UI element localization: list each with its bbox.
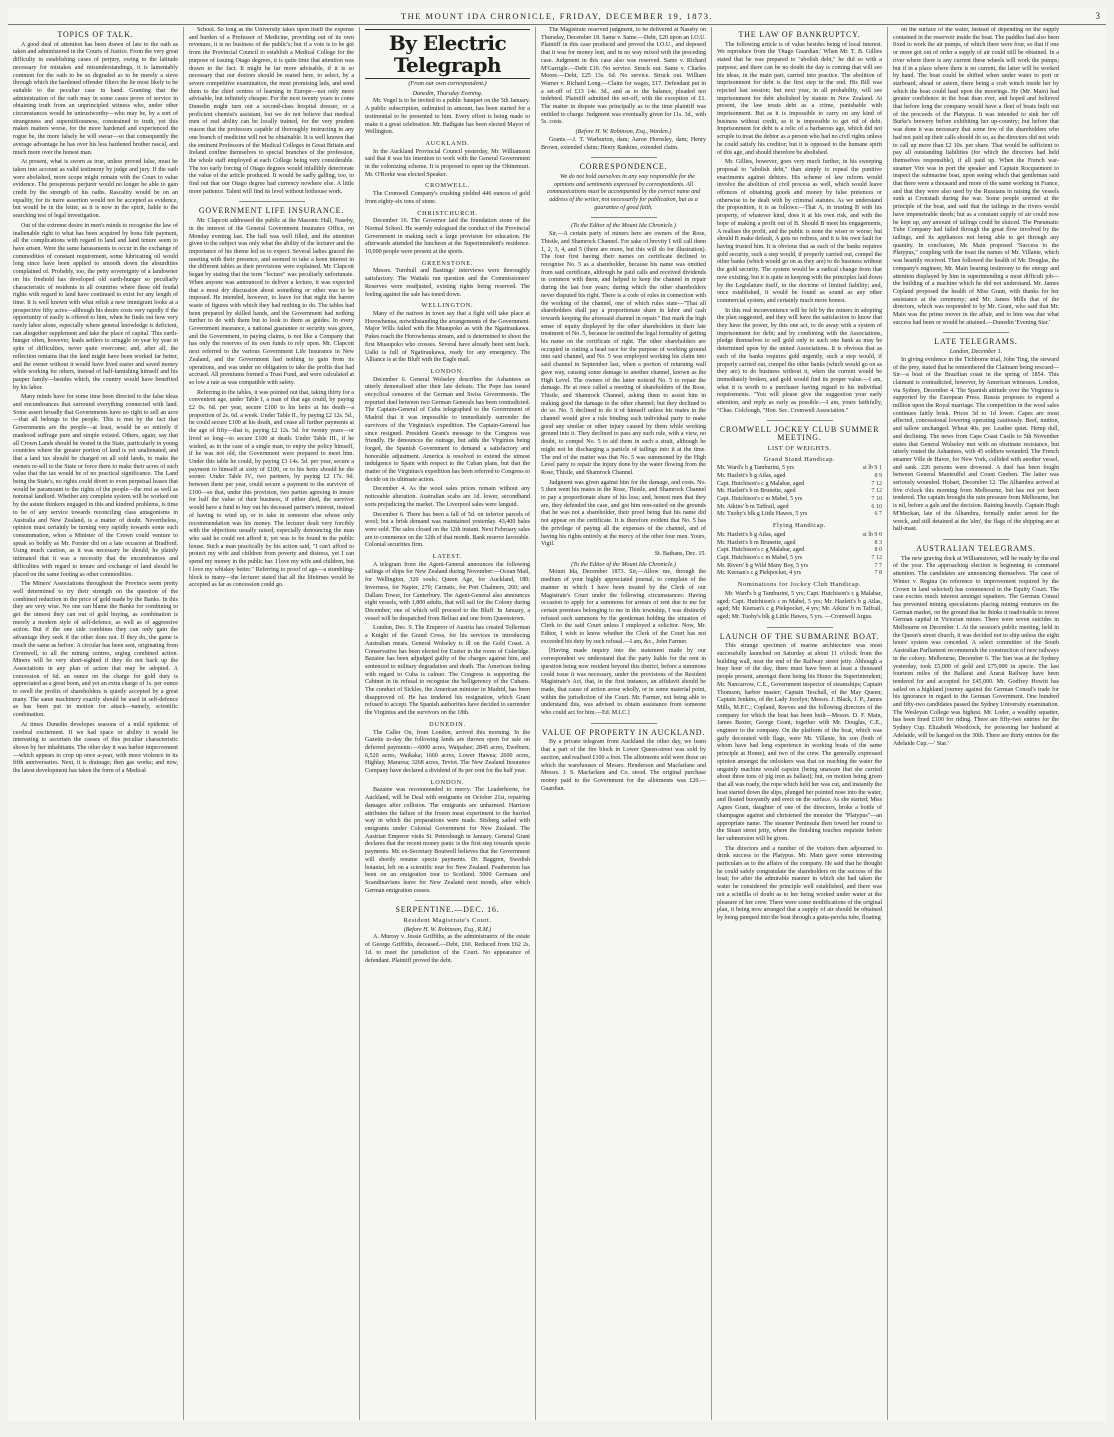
property-heading: VALUE OF PROPERTY IN AUCKLAND.: [541, 727, 706, 737]
paragraph: Mr. Clapcott addressed the public at the Masonic Hall, Naseby, in the interest of the General Government Insurance Office, on Monday evening last. The hall was well filled, and the attention given to the subject was only what the ability of the lecturer and the importance of his theme led us to expect. Several ladies graced the meeting with their presence, and seemed to take a keen interest in the different tables as their provisions were explained. Mr. Clapcott began by stating that the term "lecture" was peculiarly unfortunate. When anyone was announced to deliver a lecture, it was expected that a most dry discussion about something or other was to be imposed. He intended, however, to leave for that night the barren waste of figures with which they had nothing to do. The tables had been prepared by skilled hands, and the Government had nothing further to do with them but to look to them as guides. In every Government insurance, a national guarantee or security was given, and the Government, in paying claims, is not like a Company that has only the reserves of its own funds to rely upon. Mr. Clapcott next referred to the various Government Life Insurance in New Zealand, and the Government had nothing to gain from its operations, and was under no obligation to take the profits that had accrued. All premiums formed a Trust Fund, and were calculated at so low a rate as was compatible with safety.: [189, 218, 354, 386]
place-heading: WELLINGTON.: [421, 302, 474, 310]
paragraph: In giving evidence in the Tichborne trial, John Ting, the steward of the prey, stated that he remembered the Claimant being rescued—Sir—a boat of the Brazilian coast in the spring of 1854. This claimant is contradicted, however, by American witnesses. London, via Sydney, December 4. The Spanish attitude over the Virginius is supported by the European Press. Russia proposes to expend a million upon the Royal marriage. The competition in the wool sales continues fairly brisk. Prices 3d to 1d lower. Capes are most affected, concessional lowering operating cautiously. Beef, mutton, and tallow unchanged. Wheat 40s. per. Leather quiet. Hemp dull, and declining. The news from Cape Coast Castle to 5th November states that General Wolseley met with an obstinate resistance, but utterly routed the Ashantees, with 45 soldiers wounded. The French steamer Ville de Havre, for New York, collided with another vessel, and sank. 226 persons were drowned. A duel has been fought between General Manteuffel and Count Gneben. The latter was seriously wounded. Hobart, December 12. The Alhambra arrived at five o'clock this morning from Melbourne, but has not yet been tendered. The captain brought the rain pressure from Melbourne, but is nil, before a gale and the decision. Raining heavily. Captain Hugh M'Meckan, late of the Alhambra, formally under arrest for the wreck, and still detained at the 'alm', the flags of the shipping are at half-mast.: [893, 356, 1060, 533]
topics-of-talk-heading: TOPICS OF TALK.: [57, 30, 134, 39]
weights-subheading: LIST OF WEIGHTS.: [767, 444, 832, 452]
paragraph: Mr. Gillies, however, goes very much further, in his sweeping proposal to "abolish debt," than simply to repeal the punitive enactments against debtors. His scheme of law reform would involve the abolition of civil process as well, which would leave offences of obtaining goods and money by false pretences or otherwise to be dealt with by criminal statutes. As we understand the proposition, it is as follows:—That A, in trusting B with his property, of whatever kind, does it at his own risk, and with the hope of making a profit out of B. Should B meet his engagements, A realises the profit, and the public is none the wiser or worse; but should B make default, A gets no redress, and it is his own fault for having trusted him. It is obvious that as each of the banks requires gold security, such a step would, if properly carried out, compel the other banks (which would go on as they are) to do business without the gold security. The system would be a radical change from that now existing; but it is quite in keeping with the principles laid down by the Legislature itself, in the doctrine of limited liability; and, once established, it would be found as sound as any other commercial system, and certainly much more honest.: [717, 159, 882, 304]
paragraph: This strange specimen of marine architecture was most successfully launched on Saturday at about 11 o'clock from the building wall, near the end of the Railway street jetty. Although a busy hour of the day, there must have been at least a thousand people present, amongst them being his Honor the Superintendent; Mr. Nancarrow, C.E., Government inspector of steamships; Captain Thomson, harbor master; Captain Teschall, of the May Queen; Captain Jenkins, of the Lady Jocelyn; Messrs. J. Black, J. P., James Mills, M.P.C.; Copland, Reeves and the following directors of the company for which the boat has been built—Messrs. D. F. Main, James Baxter, George Grant, together with Mr. Douglas, C.E., engineer to the company. On the platform of the boat, which was gaily decorated with flags, were Mr. Villanie, his son (both of whom have had long experience in working boats of the same principle at Home), and two of the crew. The generally expressed opinion amongst the onlookers was that on reaching the water the ungainly machine would capsize (being unaware that she carried about three tons of pig iron as ballast); but, on motion being given that all was ready, the rope which held her was cut, and instantly the boat started down the slips, plunged her pointed nose into the water, and floated buoyantly and erect on the surface. As she started, Miss Agnes Grant, daughter of one of the directors, broke a bottle of champagne against and christened the monster the "Platypus"—an appropriate name. The steamer Peninsula then towed her round to the Stuart street jetty, where the finishing touches requisite before her submersion will be given.: [717, 643, 883, 842]
paragraph: At present, what is sworn as true, unless proved false, must be taken into account as valid testimony by judge and jury. If the oath were abolished, more scope might remain with the Court to value evidence. The prosperous perjurer would no longer be able to gain credit by the strength of his oaths. Rascality would be on an equality, for its mere assertion would not be accepted as evidence, but would be in the letter, as it is now in the spirit, liable to the searching test of legal investigation.: [13, 159, 178, 220]
paragraph: The directors and a number of the visitors then adjourned to drink success to the Platypus. Mr. Main gave some interesting particulars as to the affairs of the company. He said that he thought he could safely congratulate the shareholders on the success of the boat; for after the admirable manner in which she had taken the water he considered the principle well established, and there was not a scintilla of doubt as to her being worked under water at the pleasure of her crew. There were some modifications of the original plan, it being now arranged that a supply of air should be obtained by being pumped into the boat through a gutta-percha tube, floating: [717, 845, 882, 921]
list-item: Mr. Hazlett's b m Brunette, aged 7 12: [717, 488, 882, 495]
serpentine-heading: SERPENTINE.—DEC. 16.: [395, 905, 500, 915]
paragraph: The Miners' Associations throughout the Province seem pretty well determined to try their strength on the question of the combined reduction in the price of gold made by the Banks. In this they are very wise. No one can blame the Banks for combining to get the utmost they can out of gold buying, as combination is merely a modern style of self-defence, as well as of aggressive action. But if the one side combines they can only gain the advantage they seek if the other does not. If they do, the game is much the same as before. A circular has been sent, originating from Cromwell, to all the mining centres, urging combined action. Miners will be very short-sighted if they do not back up the Associations in any plan of action that may be adopted. A concession of 6d. an ounce on the charge for gold duty is appreciated as a great boon, and yet an extra charge of 1s. per ounce to swell the profits of shareholders is quietly accepted by a great many. The same machinery exactly should be used in self-defence as has been put in motion for attack—namely, scientific combination.: [13, 581, 178, 719]
paragraph: The Caller Ou, from London, arrived this morning. In the Gazette to-day the following lands are thrown open for sale on deferred payments:—6000 acres, Waipahee; 2845 acres, Eweburn; 6,520 acres, Waikaka; 1660 acres, Lower Hawea; 2600 acres, Highlay, Mararoa; 3268 acres, Teviot. The New Zealand Insurance Company have declared a dividend of 8s per cent for the half year.: [365, 729, 530, 775]
race-name: Grand Stand Handicap.: [763, 455, 836, 463]
paragraph: Referring to the tables, it was pointed out that, taking thirty for a convenient age, under Table I, a man of that age could, by paying £2 0s. 6d. per year, secure £100 to his heirs at his death—a proportion of 2s. 6d. a week. Under Table II., by paying £2 12s. 5d., he could secure £100 at his death, and cease all further payments at the age of fifty—that is, paying £2 12s. 5d. for twenty years—or lived so long—to secure £100 at death. Under Table III., if he wished, as in the case of a single man, to enjoy the policy himself, if he was not old, the Government were prepared to meet him. Under this table he could, by paying £3 14s. 5d. per year, secure a payment to himself at sixty of £100, or to his heirs should he die sooner. Under Table IV., two partners, by paying £2 17s. 9d. between them per year, could secure a payment to the survivor of £100—so that, under this provision, two parties agreeing to insure for half the value of their business, if either died, the survivor would have a fund to buy out his deceased partner's interest, instead of having to wind up, or to take in someone else whose only recommendation was his money. The lecturer dealt very forcibly with the objections usually raised, especially denouncing the man who said he could not afford it, yet was to be found in the public house. Such a man practically by his action said, "I can't afford to protect my wife and children from poverty and distress, yet I can spend my money in the public bar. I love my wife and children, but I love my whiskey better." Referring to proof of age—a stumbling-block to many—the lecturer stated that all the lifetimes would be accepted as far as concession could go.: [189, 389, 354, 589]
list-item: Mr. Keenan's c g Piekpocket, 4 yrs 7 8: [717, 570, 882, 577]
paragraph: December 6. There has been a fall of 5d. on inferior parcels of wool; but a brisk demand was maintained yesterday. 43,400 bales were sold. The sales closed on the 12th instant. Next February sales are to commence on the 12th of that month. Bank reserve favorable. Colonial securities firm.: [365, 511, 530, 549]
paragraph: A. Murray v. Jessie Griffiths, as the administratrix of the estate of George Griffiths, deceased.—Debt, £60. Reduced from £62 2s. 1d. to meet the jurisdiction of the Court. No appearance of defendant. Plaintiff proved the debt.: [365, 934, 530, 964]
list-item: Capt. Hutchison's c g Malabar, aged 8 0: [717, 547, 882, 554]
list-item: Mr. Tuohy's blk g Little Hawes, 5 yrs 6 7: [717, 511, 882, 518]
late-telegrams-heading: LATE TELEGRAMS.: [934, 337, 1018, 347]
jockey-club-heading: CROMWELL JOCKEY CLUB SUMMER MEETING.: [719, 425, 880, 443]
paragraph: In this real inconvenience will be felt by the miners in adopting the plan suggested, and they will have the satisfaction to know that they have the power, by this one act, to do away with a system of imprisonment for debt; and by combining with the Associations, pledge themselves to sell gold only to such one bank as may be determined upon by the united Associations. It is obvious that as each of the banks requires gold urgently, such a step would, if properly carried out, compel the other banks (which would go on as they are) to do business without it, when the current would be immediately broken, and gold would find its proper value.—I am, what it is worth to a purchaser having regard to his individual requirements. "You will please give the suggestion your early attention, and reply as early as possible.—I am, yours faithfully, "Chas. Colclough, "Hon. Sec. Cromwell Association.": [717, 307, 882, 414]
column-6: [888, 27, 1064, 1420]
column-5: [712, 27, 888, 1420]
paragraph: Out of the extreme desire in men's minds to recognise the law of inalienable right to what has been acquired by bona fide payment, all the complications with regard to land and land tenure seem to have arisen. Were the same harassments to occur in the exchange of commodities of constant requirement, some lubricating oil would long since have been applied to smooth down the absurdities complained of. Probably, too, the petty sovereignty of a landowner on his freehold has developed old earth-hunger so peculiarly characteristic of residents in all countries where these old feudal rights with regard to land have continued to exist for any length of time. It is well known with what relish a new immigrant looks at a prospective fifty acres—although his desire costs very rapidly if the opportunity of easily is offered to him, when he finds out how very rarely labor alone, especially where general knowledge is deficient, can altogether supplement and take the place of capital. This earth-hunger often, however, leads settlers to struggle on year by year in spite of difficulties, never quite overcome; and, after all, the reflection remains that the land might have been worked far better, and the owner without it would have lived easier and saved money while working for others, instead of half-famishing himself and his pauper family—besides which, the country would have benefited by his labor.: [13, 222, 178, 391]
letter-signoff: St. Bathans, Dec. 15.: [654, 551, 706, 557]
wardens-court: (Before H. W. Robinson, Esq., Warden.): [575, 129, 672, 136]
column-2: [184, 27, 360, 1420]
divider: [415, 900, 481, 901]
australian-telegrams-heading: AUSTRALIAN TELEGRAMS.: [916, 544, 1036, 553]
divider: [591, 723, 657, 724]
newspaper-page: [8, 8, 1106, 1421]
divider: [591, 217, 657, 218]
place-heading: LATEST.: [432, 553, 463, 561]
race-name: Nominations for Jockey Club Handicap.: [737, 581, 862, 589]
list-item: Mr. Hazlett's b g Atlas, aged 8 9: [717, 472, 882, 479]
divider: [943, 539, 1009, 540]
divider: [591, 157, 657, 158]
submarine-heading: LAUNCH OF THE SUBMARINE BOAT.: [719, 631, 880, 641]
editorial-note: We do not hold ourselves in any way responsible for the opinions and sentiments expressed by correspondents. All communications must be accompanied by the correct name and address of the writer, not necessarily for publication, but as a guarantee of good faith.: [546, 173, 701, 211]
telegraph-heading: By Electric Telegraph: [365, 29, 530, 79]
paragraph: The following article is of value besides being of local interest. We reproduce from the 'Otago Guardian.' When Mr. T. B. Gillies stated that he was prepared to "abolish debt," he did so with a purpose; and there can be no doubt the day is coming that will see his ideas, in the main part, carried into practice. The abolition of imprisonment for debt is the first step in the end. His Bill was rejected last session; but next year, in all probability, will see imprisonment for debt abolished by statute in New Zealand. At present, the law treats debt as a crime, punishable with imprisonment. But as it is impossible to carry on any kind of business without credit, so it is impossible to get rid of debt. Imprisonment for debt is a relic of a barbarous age, which did not scruple to treat the debtor as a person who had no civil rights unless he could satisfy his creditor; but it is opposed to the humane spirit of this age, and should therefore be abolished.: [717, 41, 882, 156]
correspondence-heading: CORRESPONDENCE.: [579, 162, 668, 172]
divider: [767, 627, 833, 628]
paragraph: Many of the natives in town say that a fight will take place at Horowhenua, notwithstanding the arrangements of the Government. Major Wills failed with the Muaupoko as with the Ngatiraukawa. Pukes reach the Horowhenua stream, and is determined to shoot the first Muaupoko who crosses. Several have already been sent back. Ualki is full of Ngatiraukawa, ready for any emergency. The Alliance is at the Bluff with the Eagle mail.: [365, 310, 530, 364]
paragraph: Sir,—A certain party of miners here are owners of the Rose, Thistle, and Shamrock Channel. For sake of brevity I will call them 1, 2, 3, 4, and 5 (there are more, but this will do for illustration). The four first having their names on certificate declined to recognise No. 5 as a shareholder, because his name was omitted from said certificate, although he paid calls and received dividends in common with them, and helped to keep the channel in repair during the last four years; during which the other shareholders never disputed his right. There is a code of rules in connection with the working of the channel, one of which rules state—"That all shareholders shall pay a proportionate share in labor and cash towards keeping the aforesaid channel in repair." But mark the high sense of equity displayed by the other shareholders in their late treatment of No. 5, because he omitted the legal formality of getting his name on the certificate of right. The other shareholders are occupied in cutting a head race for the purpose of working ground into said channel, and No. 5 was employed working his claim into said channel in September last, when a portion of returning wall gave way, causing some damage to another channel, known as the High Level. The owners of the latter noticed No. 5 to repair the damage. He at once called a meeting of shareholders of the Rose, Thistle, and Shamrock Channel, asking them to assist him in making good the damage to the other channel; but they declined to do so. No. 5 declined to do it of himself unless his mates in the channel would give a rule binding each individual party to make good any similar or other injury caused by them while working ground into it. They declined to pass any such rule, with a view, no doubt, to compel No. 5 to aid them in such a strait, although he might not be discharging a particle of tailings into it at the time. The end of the matter was that No. 5 was summoned by the High Level party to repair the injury done by the water flowing from the Rose, Thistle, and Shamrock Channel.: [541, 231, 706, 476]
bankruptcy-heading: THE LAW OF BANKRUPTCY.: [738, 30, 861, 39]
court-judge: (Before H. W. Robinson, Esq., R.M.): [403, 926, 492, 933]
column-4: [536, 27, 712, 1420]
dateline: Dunedin, Thursday Evening.: [412, 90, 483, 97]
paragraph: At times Dunedin developes seasons of a mild epidemic of cerebral excitement. If we had space or ability it would be interesting to ascertain the causes of this peculiar characteristic shown by her inhabitants. The other day it was harbor improvement—which appears to crop up once a-year, with more violence in its fifth anniversaries. Next, it is drainage; then gas works; and now, the latest development has taken the form of a Medical: [13, 721, 178, 775]
paragraph: Many minds have for some time been directed to the false ideas and encumbrances that surround everything connected with land. Some assert broadly that Governments have no right to sell an acre—that all belongs to the people. This is met by the fact that Governments are the people—at least, would be so entirely if manhood suffrage pure and simple existed. Others, again, say that all Crown Lands should be vested in the State, particularly in young countries where the greater portion of land is yet unalienated, and that a land tax should be charged on all sold lands, to make the owners re-sell to the State or force them to make their acres of such value that the tax would be of no practical significance. The Land being the State's, no rights could divert to even perpetual leases that would be paramount to the rights of the people—the rest as well as nominal landlord. Whether any complete system will be worked out by the astute thinkers engaged in this and kindred problems, is time to be of any service towards reconciling class antagonisms in Australia and New Zealand, is a matter of doubt. Nevertheless, opinion must certainly be turning very rapidly towards some such consummation, when a Minister of the Crown could venture to speak so boldly as Mr. Forster did on a late occasion at Bradford. Using much caution, as it was necessary he should, he plainly intimated that it was a necessity that the encumbrances and difficulties with regard to tenure and exchange of land should be placed on the same footing as other commodities.: [13, 394, 178, 578]
place-heading: LONDON.: [430, 778, 465, 786]
list-item: Mr. Ward's b g Tamburini, 5 yrs st lb 9 1: [717, 465, 882, 472]
life-insurance-heading: GOVERNMENT LIFE INSURANCE.: [198, 206, 345, 216]
list-item: Mr. Rivers' b g Wild Many Boy, 5 yrs 7 7: [717, 562, 882, 569]
place-heading: CHRISTCHURCH.: [417, 209, 478, 217]
paragraph: School. So long as the University takes upon itself the expense and burden of a Professor of Medicine, providing out of its own revenues, it is no business of the public's; but if a vote is to be got from the Provincial Council to establish a Medical College for the purpose of issuing Otago degrees, it is quite time that attention was drawn to the fact. It might be far more advisable, if it is so necessary that our doctors should be reared here, to select, by a severe competitive examination, the most promising lads, and send them to the chief centres of learning in Europe—not only more advisable, but infinitely cheaper. For the next twenty years to come Dunedin might turn out a second-class hospital dresser, or a proficient chemist's assistant, but we do not believe that medical men of real ability can be locally trained, for the very prudent reason that the professors capable of thoroughly instructing in any one branch of medicine will not be obtainable. It is well known that the eminent Professors of the Medical Colleges in Great Britain and Ireland confine themselves to special branches of the profession, the whole staff employed at each College being very considerable. The too early forcing of Otago degrees would infallibly deteriorate the value of the article produced. It would be sadly galling, too, to find out that our Otago degree had currency nowhere else. A little more patience. Talent will find its level without hothouse work.: [189, 27, 354, 195]
paragraph: Judgment was given against him for the damage, and costs. No. 5 then went his mates in the Rose, Thistle, and Shamrock Channel to pay a proportionate share of his loss; and, honest men that they are, they defended the case, and got him non-suited on the grounds that he was not a shareholder, their proof being that his name did not appear on the certificate. It is therefore evident that No. 5 has the privilege of paying all the expenses of the channel, and of having his rights entirely at the mercy of the other four men. Yours, Vigil.: [541, 479, 706, 548]
paragraph: London, Dec. 9. The Emperor of Austria has created Tollerman a Knight of the Grand Cross, for his services in introducing Australian meats. General Wolseley is ill on the Gold Coast. A Conservative has been elected for Exeter in the room of Coleridge. Bazaine has been adjudged guilty of the charges against him, and sentenced to military degradation and death. The American feeling with regard to Cuba is calmer. The Congress is supporting the Cabinet in its refusal to recognise the belligerency of the Cubans. The conduct of Sickles, the American minister in Madrid, has been disapproved of. He has tendered his resignation, which Grant refused to accept. The Spanish authorities have decided to surrender the Virginius and the survivors on the 18th.: [365, 625, 530, 717]
paragraph: A telegram from the Agent-General announces the following sailings of ships for New Zealand during November:—Ocean Mail, for Wellington, 320 souls; Queen Age, for Auckland, 180; Inverness, for Napier, 270; Carnatic, for Port Chalmers, 260; and Dallam Tower, for Canterbury. The Agent-General also announces eight vessels, with 1,800 adults, that will sail for the Colony during December, one of which will proceed to the Bluff. In January, a vessel will be despatched from Belfast and one from Queenstown.: [365, 561, 530, 622]
paragraph: Messrs. Turnbull and Bastings' interviews were thoroughly satisfactory. The Waitaki run question and the Commissioners' Reserves were readjusted, existing rights being reserved. The feeling against the sale has toned down.: [365, 268, 530, 298]
list-item: Mr. Hazlett's b g Atlas, aged st lb 9 0: [717, 531, 882, 538]
divider: [239, 201, 305, 202]
telegraph-subheading: (From our own correspondent.): [408, 80, 487, 87]
place-heading: LONDON.: [430, 367, 465, 375]
paragraph: The Cromwell Company's crushing yielded 446 ounces of gold from eighty-six tons of stone.: [365, 191, 530, 205]
divider: [767, 420, 833, 421]
paragraph: Bazaine was recommended to mercy. The Leaderhorne, for Auckland, will be Deal with emigrants on October 21st, repairing damages after collision. The emigrants are unharmed. Harrison attributes the failure of the frozen meat experiment to the hurried way in which the preparations were made. Sitsberg sailed with emigrants under Colonial Government for New Zealand. The Austrian Emperor visits St. Petersburgh in January. General Grant declares that the recent money panic is the first step towards specie payments. Mr. ex-Secretary Boutwell believes that the Government will shortly resume specie payments. Dr. Baggren, Swedish botanist, left on a scientific tour for New Zealand. Featherston has been on an emigration tour to Scotland. 5000 Germans and Scandinavians leave for New Zealand next month, after which German emigration ceases.: [365, 787, 530, 894]
paragraph: By a private telegram from Auckland the other day, we learn that a part of the fire block in Lower Queen-street was sold by auction, and realised £100 a foot. The allotments sold were those on which the warehouses of Messrs. Henderson and Macfarlane and Messrs. J. S. Macfarlane and Co. stood. The original purchase money paid to the Government for the allotments was £20.—Guardian.: [541, 739, 706, 792]
paragraph: December 16. The Governor laid the foundation stone of the Normal School. He warmly eulogised the conduct of the Provincial Government in making such a large provision for education. He afterwards attended the luncheon at the Superintendent's residence. 10,000 people were present at the sports.: [365, 218, 530, 256]
paragraph: Grants.—J. T. Warburton, dam; Aaron Hornsley, dam; Henry Brown, extended claim; Henry Rankine, extended claim.: [541, 136, 706, 151]
entries-list: [717, 465, 882, 519]
entries-list: [717, 532, 882, 578]
paragraph: on the surface of the water, instead of depending on the supply contained in the reservoir inside the boat. The paddles had also been fixed to work the air pumps, of which there were four, so that if one or more got out of order a supply of air could still be obtained. In a river where there is any current these wheels will work the pumps; but if in a place where there is no current, the latter will be worked by hand. The boat could be shifted when under water to port or starboard, ahead or astern, there being a crab winch inside her by which the boat could haul upon the moorings. He (Mr. Main) had greater confidence in the boat than ever, and hoped and believed that before long the company would have a fleet of boats built out of the proceeds of the Platypus. It was intended to sink her off Burke's brewery before exhibiting her up-country; but before that was done it was necessary that some few of the shareholders who had not paid up their calls should do so, as the directors did not wish to call up more than £2 10s. per share. That would be sufficient to pay all outstanding liabilities (for which the directors had held themselves responsible), if all paid up. When the French war-steamer Vire was in port the speaker and Captain Rocquemont to inspect the submarine boat, upon seeing which that gentleman said that there were a thousand and more of the same working in France, and that they were also used by the Russians in raising the vessels sunk at Cronstadt during the war. Some people seemed at the principle of the boat, and said that the tailings in the rivers would have impenetrable deeds; but as a constant supply of air could now be kept up, any amount of tailings could be sluiced. The Pneumatic Tube Company had failed through the great flow involved by the tailings, and its appliances not being able to get through any quantity. In conclusion, Mr. Main proposed "Success to the Platypus," coupling with the toast the names of Mr. Villanie, which was heartily received. Then followed the health of Mr. Douglas, the company's engineer, Mr. Main bearing testimony to the energy and attention displayed by him in superintending a most difficult job—the building of a machine which he did not understand. Mr. James Copland proposed the health of Miss Grant, with thanks for her assistance at the ceremony; and Mr. James Mills that of the directors, which was responded to by Mr. Grant, who said that Mr. Main was the prime mover in the affair, and to him was due what success had been or would be attained.—Dunedin 'Evening Star.': [893, 27, 1059, 326]
court-heading: Resident Magistrate's Court.: [403, 917, 492, 925]
letter-address: (To the Editor of the Mount Ida Chronicle.): [571, 223, 676, 230]
place-heading: AUCKLAND.: [425, 139, 470, 147]
paragraph: Mount Ida, December 1873. Sir,—Allow me, through the medium of your highly appreciated journal, to complain of the manner in which I have been treated by the Clerk of our Magistrate's Court under the following circumstances: Having occasion to apply for a summons for arrears of rent due to me for certain premises belonging to me in this township, I was distinctly refused such summons by the gentleman holding the situation of Clerk to the said Court unless I employed a solicitor. Now, Mr. Editor, I wish to know whether the Clerk of the Court has not exceeded his duty by such refusal.—I am, &c., John Farmer.: [541, 569, 706, 645]
paragraph: December 6. General Wolseley describes the Ashantees as utterly demoralised after their late defeats. The Pope has issued encyclical censures of the German and Swiss Governments. The reported duel between two German Generals has been contradicted. The Captain-General of Cuba telegraphed to the Government of Madrid that it was impossible to immediately surrender the survivors of the Virginius's expedition. The Captain-General has since resigned. President Grant's message to the Congress was friendly. He denounces the outrage, but adds the Virginius being forged, the Spanish Government to demand a satisfactory and honorable adjustment. America is resolved to extend the utmost indulgence to Spain with respect to the Cuban plans, but that the matter of the Virginius's expedition has been referred to Congress to decide on its ultimate action.: [365, 376, 530, 483]
column-1: [8, 27, 184, 1420]
list-item: Capt. Hutchison's c g Malabar, aged 7 12: [717, 480, 882, 487]
running-title: THE MOUNT IDA CHRONICLE, FRIDAY, DECEMBER 19, 1873.: [400, 11, 714, 21]
paragraph: Mr. Vogel is to be invited to a public banquet on the 5th January. A public subscription, unlimited in amount, has been started for a testimonial to be presented to him. Every effort is being made to make it a great celebration. Mr. Bathgate has been elected Mayor of Wellington.: [365, 98, 530, 136]
place-heading: CROMWELL.: [425, 182, 470, 190]
race-name: Flying Handicap.: [772, 522, 827, 530]
divider: [943, 332, 1009, 333]
list-item: Capt. Hutchison's c m Mabel, 5 yrs 7 12: [717, 555, 882, 561]
paragraph: [Having made inquiry into the statement made by our correspondent we understand that the party liable for the rent in question being now resident beyond this district, before a summons could issue it was necessary, under the provisions of the Resident Magistrate's Act, that, in the first instance, an affidavit should be made, that cause of action arose wholly, or in some material point, within the jurisdiction of the Court. Mr. Farmer, not being able to understand this, was advised to obtain assistance from someone who could act for him.—Ed. M.I.C.]: [541, 648, 706, 717]
place-heading: DUNEDIN.: [429, 720, 466, 728]
place-heading: GREENSTONE.: [421, 259, 474, 267]
column-3: [360, 27, 536, 1420]
columns: [8, 27, 1106, 1420]
paragraph: December 4. As the wool sales prices remain without any noticeable alteration. Australian scabs are 1d. lower, secondhand sorts prejudicing the market. The Liverpool sales were languid.: [365, 486, 530, 508]
paragraph: The new graving dock at Williamstown, will be ready by the end of the year. The approaching election is beginning to command attention. The candidates are announcing themselves. The case of Winter v. Regina (in reference to improvement required by the Crown in land selected) has commenced in the Equity Court. The case excites much interest amongst squatters. The German Consul has prevented mining speculations placing mining ventures on the German market, on the ground that he thinks it inadvisable to invest German capital in Victorian mines. There were seven suicides in Melbourne on December 1. At the session's public meeting, held in the Queen's street church, it was decided not to ship unless the eight hours' system was conceded. A select committee of the South Australian Parliament recommends the construction of new railways in the colony. Melbourne, December 6. The Sun was at the Sydney yesterday, took £5,000 of gold and £75,000 in specie. The last fourteen miles of the Ballarat and Ararat Railway have been tendered for and accepted for £45,000. Mr. Godfrey Howitt has sailed on a highland journey against the German Consul's trade for his ignorance in regard to the German Government. One hundred and fifty-two candidates passed the Sydney University examination. The Wesleyan College was highest. Mr. Loder, a wealthy squatter, has been fined £100 for riding. There are fifty-two entries for the Sydney Cup. Elizabeth Woodcock, for poisoning her husband at Adelaide, will be hanged on the 30th. There are thirty entries for the Adelaide Cup.—' Star.': [893, 555, 1059, 747]
running-header: [8, 8, 1106, 25]
paragraph: A good deal of attention has been drawn of late to the oath as taken and administered in the Courts of Justice. From the very great difficulty in establishing cases of perjury, owing to the latitude necessary for mistakes and misunderstandings, it is lamentably common for the oath to be so degraded as to be merely a sieve through which the hardened offender filters the lie most likely to be suitable to the peculiar case in hand. Granting that the administration of the oath may in some cases prove of service in obtaining truth from an unprincipled witness who, under other circumstances would be untrustworthy—who may be, by a sort of strangeness and superstitiousness, constrained to truth, yet this makes matters worse, for the more hardened and experienced the rogue be, the more falsely he will swear—so that consequently the average advantage he has over his less hardened brother rascal, and much more over the honest man.: [13, 41, 178, 156]
list-item: Mr. Hazlett's b m Brunette, aged 8 3: [717, 539, 882, 546]
dateline: London, December 1.: [949, 349, 1003, 356]
letter-address: (To the Editor of the Mount Ida Chronicle.): [571, 561, 676, 568]
list-item: Capt. Hutchison's c m Mabel, 5 yrs 7 10: [717, 496, 882, 503]
paragraph: In the Auckland Provincial Council yesterday, Mr. Williamson said that it was his intention to work with the General Government in the colonizing scheme. It is proposed to open up the Ohinemuri. Mr. O'Rorke was elected Speaker.: [365, 148, 530, 178]
paragraph: The Magistrate reserved judgment, to be delivered at Naseby on Thursday, December 18. Same v. Same.—Debt, £20 upon an I.O.U. Plaintiff in this case produced and proved the I.O.U., and deposed that it was for money lent, and in no way mixed with the preceding case. Judgment in this case also was reserved. Same v. Richard M'Garrigle.—Debt £10. No service. Struck out. Same v. Charles Moore.—Debt, £25 13s. 6d. No service. Struck out. William Warner v. Richard Long.—Claim for wages, £17. Defendant put in a set-off of £13 14s. 3d., and as to the balance, pleaded not indebted. Plaintiff admitted the set-off, with the exception of £1. The matter in dispute was principally as to the time plaintiff was entitled to charge. Judgment was eventually given for 11s. 3d., with 5s. costs.: [541, 27, 706, 126]
paragraph: Mr. Ward's b g Tamburini, 5 yrs; Capt. Hutchison's c g Malabar, aged; Capt. Hutchison's c m Mabel, 5 yrs; Mr. Hazlett's b g Atlas, aged; Mr. Keenan's c g Piekpocket, 4 yrs; Mr. Atkins' b m Taffrail, aged; Mr. Tuohy's blk g Little Hawes, 5 yrs. —Cromwell Argus.: [717, 590, 882, 620]
page-number: 3: [1095, 11, 1100, 21]
list-item: Mr. Atkins' b m Taffrail, aged 6 10: [717, 503, 882, 510]
